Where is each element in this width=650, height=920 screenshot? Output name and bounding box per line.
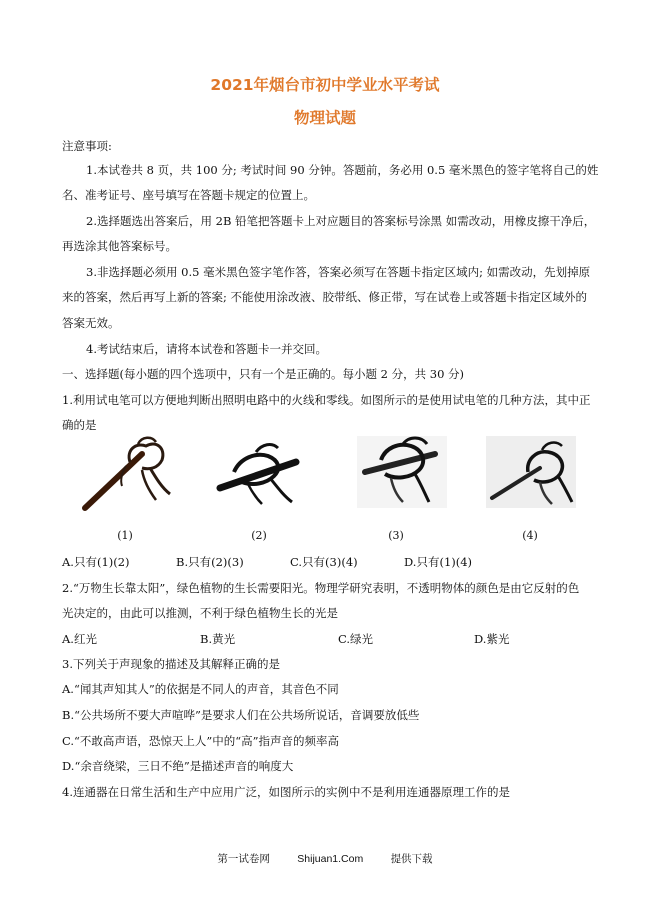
option-d: D.“余音绕梁，三日不绝”是描述声音的响度大 — [62, 759, 294, 773]
exam-subtitle: 物理试题 — [293, 109, 356, 127]
tester-figure-2 — [212, 432, 307, 512]
option-a: A.“闻其声知其人”的依据是不同人的声音，其音色不同 — [62, 682, 339, 696]
option-c: C.绿光 — [338, 632, 374, 646]
question-1-options — [62, 554, 622, 570]
figure-label: (3) — [388, 529, 404, 542]
exam-title: 2021年烟台市初中学业水平考试 — [210, 76, 440, 94]
figure-label: (4) — [522, 529, 538, 542]
footer-site-name: 第一试卷网 — [217, 853, 270, 865]
section-heading: 一、选择题(每小题的四个选项中，只有一个是正确的。每小题 2 分，共 30 分) — [62, 367, 465, 381]
notice-line: 来的答案，然后再写上新的答案; 不能使用涂改液、胶带纸、修正带，写在试卷上或答题卡指定区域外的 — [62, 290, 588, 304]
footer-download-text: 提供下载 — [390, 853, 433, 865]
option-d: D.只有(1)(4) — [404, 555, 473, 569]
option-a: A.只有(1)(2) — [62, 555, 130, 569]
notice-line: 2.选择题选出答案后，用 2B 铅笔把答题卡上对应题目的答案标号涂黑 如需改动，用橡皮擦干净后， — [86, 214, 596, 228]
option-b: B.“公共场所不要大声喧哗”是要求人们在公共场所说话，音调要放低些 — [62, 708, 420, 722]
option-b: B.黄光 — [200, 632, 236, 646]
tester-figure-1 — [80, 432, 175, 512]
question-1-stem: 1.利用试电笔可以方便地判断出照明电路中的火线和零线。如图所示的是使用试电笔的几种方法，其中正 — [62, 393, 591, 407]
question-2-options — [62, 631, 622, 647]
notice-line: 3.非选择题必须用 0.5 毫米黑色签字笔作答，答案必须写在答题卡指定区域内; 如需改动，先划掉原 — [86, 265, 591, 279]
tester-figure-3 — [355, 432, 450, 512]
notice-line: 答案无效。 — [62, 316, 120, 330]
question-1-stem: 确的是 — [62, 418, 97, 432]
notice-line: 再选涂其他答案标号。 — [62, 239, 177, 253]
option-d: D.紫光 — [474, 632, 510, 646]
question-2-stem: 2.“万物生长靠太阳”，绿色植物的生长需要阳光。物理学研究表明，不透明物体的颜色是由它反射的色 — [62, 581, 580, 595]
question-3-stem: 3.下列关于声现象的描述及其解释正确的是 — [62, 657, 280, 671]
option-c: C.只有(3)(4) — [290, 555, 358, 569]
page-footer — [0, 851, 650, 866]
figure-label: (2) — [251, 529, 267, 542]
question-4-stem: 4.连通器在日常生活和生产中应用广泛，如图所示的实例中不是利用连通器原理工作的是 — [62, 785, 510, 799]
option-a: A.红光 — [62, 632, 97, 646]
footer-site-link[interactable]: Shijuan1.Com — [297, 853, 364, 865]
question-2-stem: 光决定的，由此可以推测，不利于绿色植物生长的光是 — [62, 606, 338, 620]
option-c: C.“不敢高声语，恐惊天上人”中的“高”指声音的频率高 — [62, 734, 340, 748]
notice-heading: 注意事项: — [62, 139, 112, 153]
notice-line: 4.考试结束后，请将本试卷和答题卡一并交回。 — [86, 342, 327, 356]
notice-line: 1.本试卷共 8 页，共 100 分; 考试时间 90 分钟。答题前，务必用 0.5 毫米黑色的签字笔将自己的姓 — [86, 163, 599, 177]
option-b: B.只有(2)(3) — [176, 555, 244, 569]
notice-line: 名、准考证号、座号填写在答题卡规定的位置上。 — [62, 188, 315, 202]
tester-figure-4 — [484, 432, 579, 512]
figure-label: (1) — [117, 529, 133, 542]
